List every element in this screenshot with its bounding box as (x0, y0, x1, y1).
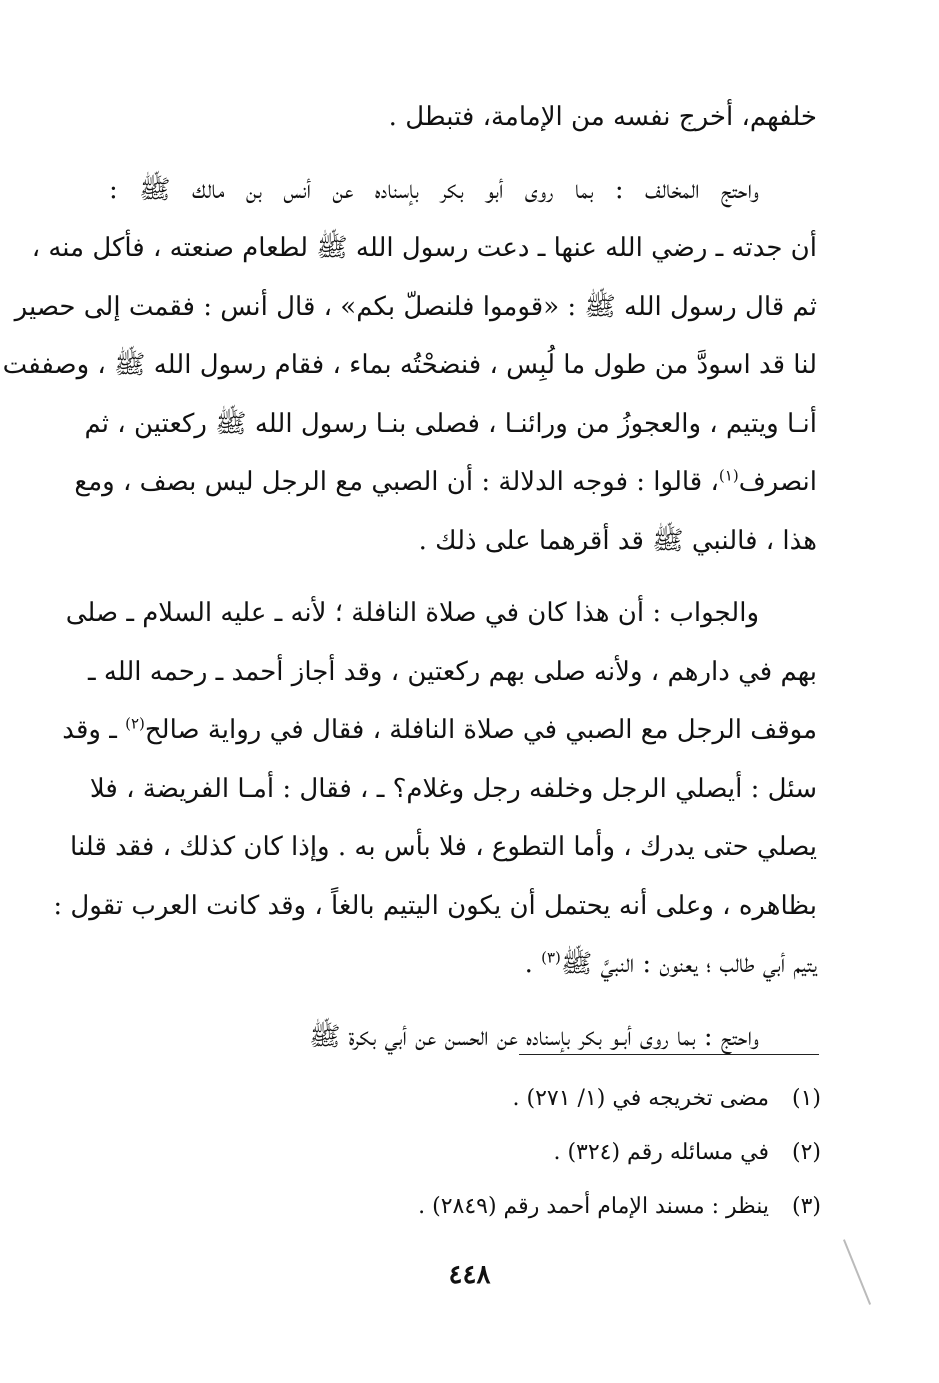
text-line-11-main: موقف الرجل مع الصبي في صلاة النافلة ، فقال في رواية صالح (144, 715, 817, 745)
page-number: ٤٤٨ (448, 1260, 491, 1290)
paragraph-gap (109, 994, 817, 1008)
footnote-ref-3: (٣) (541, 948, 561, 967)
footnote-text: في مسائله رقم (٣٢٤) . (553, 1140, 769, 1165)
paragraph-gap (109, 147, 817, 161)
footnote-2 (181, 1126, 821, 1180)
text-line-6: أنـا ويتيم ، والعجوزُ من ورائنـا ، فصلى بنـا رسول الله ﷺ ركعتين ، ثم (84, 408, 817, 439)
text-line-2: واحتج المخالف : بما روى أبو بكر بإسناده عن أنس بن مالك ﷺ : (109, 174, 759, 205)
text-line-8: هذا ، فالنبي ﷺ قد أقرهما على ذلك . (418, 525, 817, 556)
footnote-3 (181, 1180, 821, 1234)
text-line-5: لنا قد اسودَّ من طول ما لُبِس ، فنضحْتُه بماء ، فقام رسول الله ﷺ ، وصففت (2, 350, 817, 380)
footnote-number: (١) (791, 1086, 821, 1111)
text-line-7 (74, 453, 817, 512)
text-line-4: ثم قال رسول الله ﷺ : «قوموا فلنصلّ بكم» ، قال أنس : فقمت إلى حصير (14, 291, 817, 322)
text-insraf: انصرف (738, 467, 817, 497)
footnote-ref-1: (١) (718, 466, 739, 485)
footnote-text: ينظر : مسند الإمام أحمد رقم (٢٨٤٩) . (418, 1194, 769, 1219)
footnote-ref-2: (٢) (125, 714, 145, 733)
paragraph-gap (109, 570, 817, 584)
footnote-number: (٢) (791, 1140, 821, 1165)
text-line-7-rest: قالوا : فوجه الدلالة : أن الصبي مع الرجل ليس بصف ، ومع (74, 467, 703, 497)
text-line-14: بظاهره ، وعلى أنه يحتمل أن يكون اليتيم بالغاً ، وقد كانت العرب تقول : (53, 890, 817, 921)
text-line-12: سئل : أيصلي الرجل وخلفه رجل وغلام؟ ـ ، فقال : أمـا الفريضة ، فلا (89, 773, 817, 804)
text-line-9: والجواب : أن هذا كان في صلاة النافلة ؛ لأنه ـ عليه السلام ـ صلى (65, 598, 759, 628)
main-text (2, 88, 817, 1066)
text-line-10: بهم في دارهم ، ولأنه صلى بهم ركعتين ، وقد أجاز أحمد ـ رحمه الله ـ (87, 656, 817, 687)
footnote-1 (181, 1072, 821, 1126)
text-line-11-end: ـ وقد (62, 715, 117, 745)
footnote-number: (٣) (791, 1194, 821, 1219)
text-line-15-main: يتيم أبي طالب ؛ يعنون : النبيَّ ﷺ (560, 949, 817, 979)
text-line-13: يصلي حتى يدرك ، وأما التطوع ، فلا بأس به . وإذا كان كذلك ، فقد قلنا (70, 832, 817, 862)
text-line-1: خلفهم، أخرج نفسه من الإمامة، فتبطل . (388, 102, 817, 132)
text-line-16: واحتج : بما روى أبـو بكر بإسناده عن الحسن عن أبي بكرة ﷺ (309, 1021, 759, 1052)
text-line-15 (109, 935, 817, 994)
text-period: . (524, 949, 542, 979)
footnote-text: مضى تخريجه في (١/ ٢٧١) . (512, 1086, 769, 1111)
text-line-11 (62, 701, 817, 760)
footnotes (181, 1072, 821, 1234)
footnote-separator (519, 1054, 819, 1055)
text-comma: ، (702, 467, 719, 497)
text-line-3: أن جدته ـ رضي الله عنها ـ دعت رسول الله ﷺ لطعام صنعته ، فأكل منه ، (31, 233, 817, 263)
